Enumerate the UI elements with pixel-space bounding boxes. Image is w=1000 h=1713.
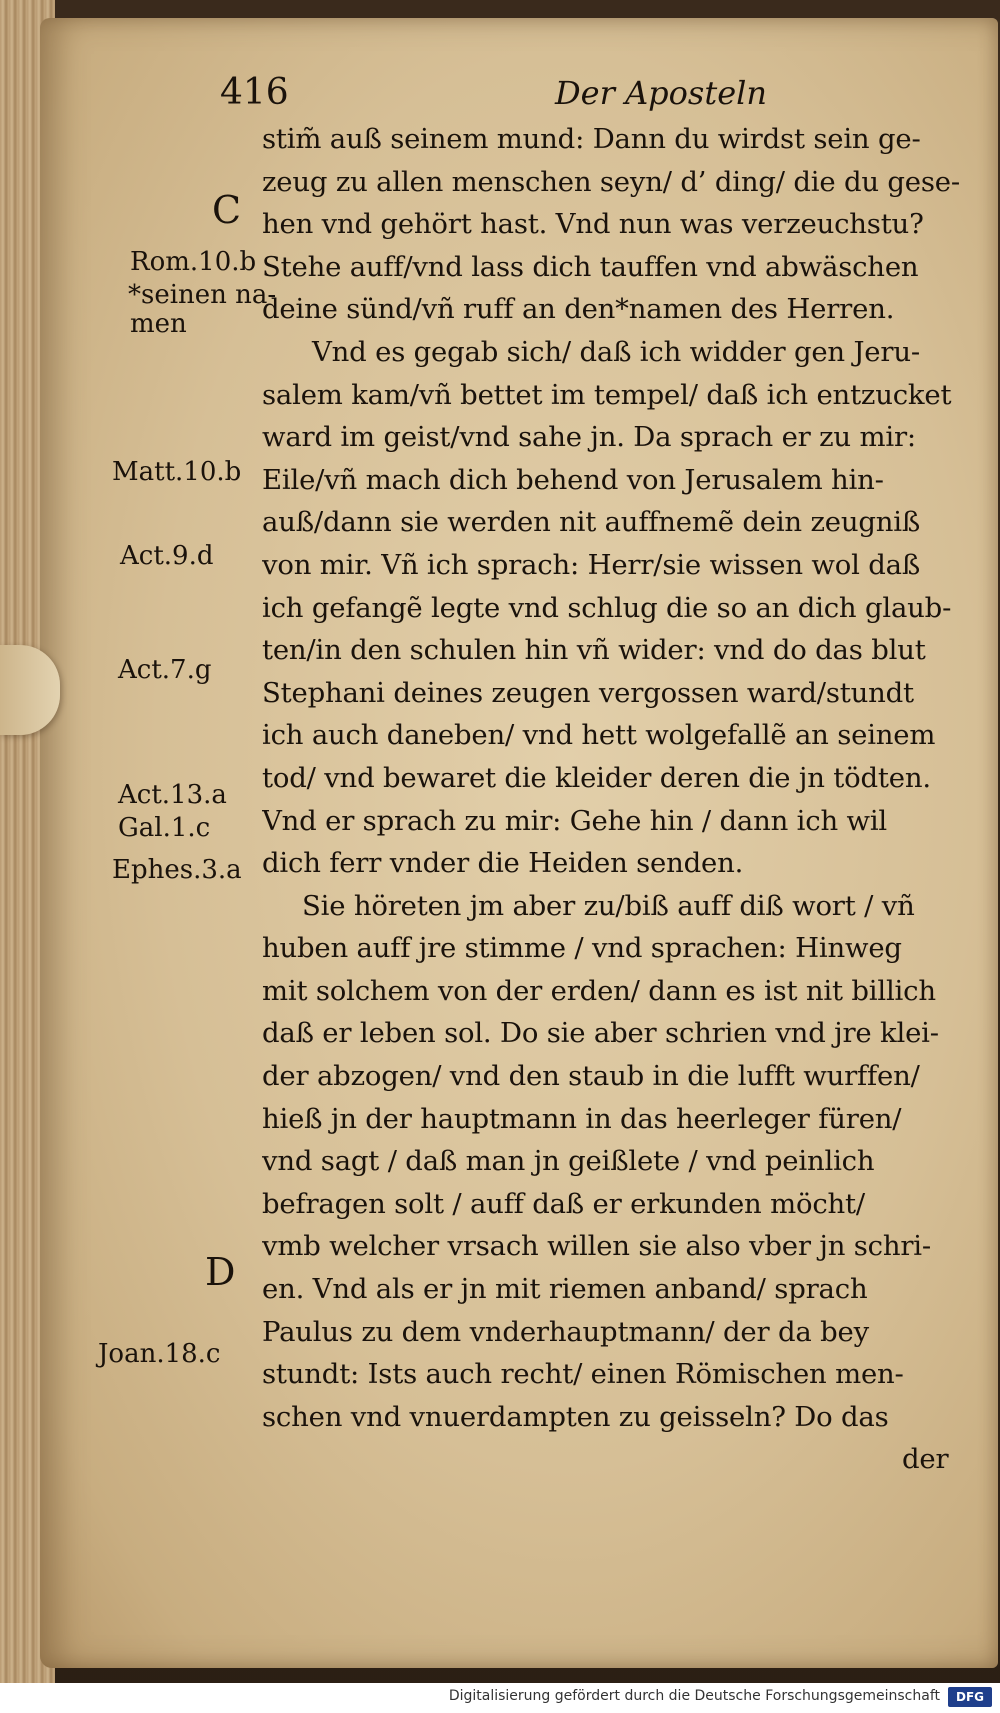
page-number: 416 [220,72,289,113]
text-line: ward im geist/vnd sahe jn. Da sprach er zu mir: [262,421,916,454]
margin-note: *seinen na- [128,280,277,310]
text-line: hen vnd gehört hast. Vnd nun was verzeuchstu? [262,208,924,241]
text-line: ich auch daneben/ vnd hett wolgefallẽ an seinem [262,719,936,752]
margin-note: Act.7.g [118,655,212,685]
text-line: befragen solt / auff daß er erkunden möcht/ [262,1187,865,1220]
footer-bar [0,1683,1000,1713]
text-line: der abzogen/ vnd den staub in die lufft wurffen/ [262,1060,920,1093]
margin-note: Matt.10.b [112,457,242,487]
text-line: daß er leben sol. Do sie aber schrien vnd jre klei- [262,1017,939,1050]
section-letter-d: D [205,1250,236,1294]
text-line: Stehe auff/vnd lass dich tauffen vnd abwäschen [262,250,919,283]
text-line: huben auff jre stimme / vnd sprachen: Hinweg [262,932,902,965]
text-line: salem kam/vñ bettet im tempel/ daß ich entzucket [262,378,952,411]
text-line: en. Vnd als er jn mit riemen anband/ sprach [262,1273,868,1306]
text-line: stundt: Ists auch recht/ einen Römischen men- [262,1358,904,1391]
text-line: auß/dann sie werden nit auffnemẽ dein zeugniß [262,506,921,539]
text-line: zeug zu allen menschen seyn/ d’ ding/ die du gese- [262,165,960,198]
margin-note: Gal.1.c [118,813,211,843]
margin-note: Rom.10.b [130,247,257,277]
margin-note: men [130,309,187,339]
catchword: der [902,1443,949,1476]
funding-notice: Digitalisierung gefördert durch die Deutsche Forschungsgemeinschaft [448,1688,940,1704]
text-line: vmb welcher vrsach willen sie also vber jn schri- [262,1230,931,1263]
text-line: tod/ vnd bewaret die kleider deren die jn tödten. [262,761,931,794]
dfg-logo: DFG [948,1687,992,1707]
text-line: Vnd es gegab sich/ daß ich widder gen Jeru- [312,335,920,368]
body-text [262,118,962,1481]
section-letter-c: C [212,188,242,232]
text-line: mit solchem von der erden/ dann es ist nit billich [262,974,936,1007]
text-line: dich ferr vnder die Heiden senden. [262,847,744,880]
margin-note: Act.13.a [118,780,227,810]
margin-note: Joan.18.c [98,1339,221,1369]
text-line: Paulus zu dem vnderhauptmann/ der da bey [262,1315,869,1348]
text-line: hieß jn der hauptmann in das heerleger füren/ [262,1102,902,1135]
text-line: Vnd er sprach zu mir: Gehe hin / dann ich wil [262,804,888,837]
text-line: ten/in den schulen hin vñ wider: vnd do das blut [262,634,926,667]
text-line: von mir. Vñ ich sprach: Herr/sie wissen wol daß [262,548,920,581]
text-line: ich gefangẽ legte vnd schlug die so an dich glaub- [262,591,952,624]
running-head: Der Aposteln [555,74,767,112]
text-line: vnd sagt / daß man jn geißlete / vnd peinlich [262,1145,875,1178]
text-line: stim̃ auß seinem mund: Dann du wirdst sein ge- [262,123,921,155]
text-line: schen vnd vnuerdampten zu geisseln? Do das [262,1400,889,1433]
text-line: Eile/vñ mach dich behend von Jerusalem hin- [262,463,884,496]
text-line: Sie höreten jm aber zu/biß auff diß wort / vñ [302,889,915,922]
margin-note: Ephes.3.a [112,855,242,885]
margin-note: Act.9.d [120,541,214,571]
text-line: deine sünd/vñ ruff an den*namen des Herren. [262,293,895,326]
margin-notes [0,0,277,1713]
text-line: Stephani deines zeugen vergossen ward/stundt [262,676,914,709]
